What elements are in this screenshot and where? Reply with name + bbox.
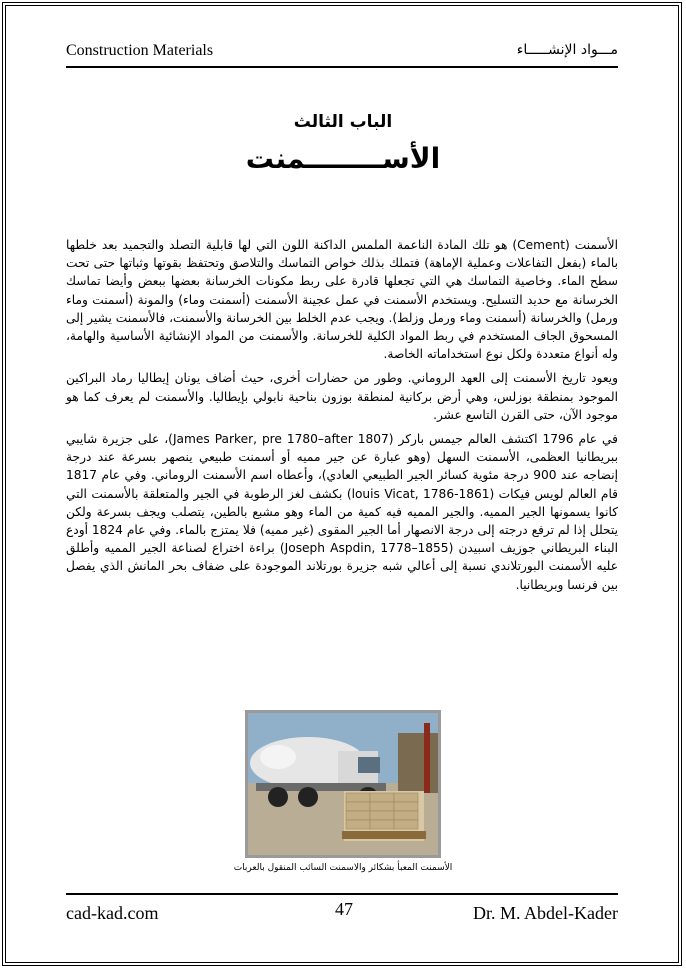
- header-rule: [66, 66, 618, 68]
- chapter-heading: الباب الثالث: [293, 112, 393, 132]
- paragraph: الأسمنت (Cement) هو تلك المادة الناعمة الملمس الداكنة اللون التي لها قابلية التصلد والتجميد بعد خلطها بالماء (بفعل التفاعلات وعملية الإماهة) فتملك بذلك خواص التماسك والتلاصق وتحتفظ بقوتها وثباتها حتى تحت سطح الماء. وخاصية التماسك هي التي تجعلها قادرة على ربط مكونات الخرسانة بعضها ببعض وأيضا تماسك الخرسانة مع حديد التسليح. ويستخدم الأسمنت في عمل عجينة الأسمنت (أسمنت وماء) والمونة (أسمنت وماء ورمل) والخرسانة (أسمنت وماء ورمل وزلط). ويجب عدم الخلط بين الخرسانة والأسمنت، فالأسمنت يشير إلى المسحوق الجاف المستخدم في ربط المواد الكلية للخرسانة. والأسمنت من المواد الإنشائية الأساسية والهامة، وله أنواع متعددة ولكل نوع استخداماته الخاصة.: [66, 238, 618, 362]
- image-caption: الأسمنت المعبأ بشكائر والاسمنت السائب المنقول بالعربات: [233, 863, 453, 873]
- footer-website: cad-kad.com: [66, 903, 159, 923]
- page-number: 47: [335, 899, 353, 919]
- page-title: الأســــــــمنت: [245, 142, 441, 175]
- page-header: [66, 42, 618, 64]
- paragraph: ويعود تاريخ الأسمنت إلى العهد الروماني. وطور من حضارات أخرى، حيث أضاف يونان إيطاليا رماد البراكين الموجود بمنطقة بوزلس، وهي أرض بركانية لمنطقة بوزون بناحية نابولي بإيطاليا. والأسمنت لم يعرف كما هو موجود الآن، حتى القرن التاسع عشر.: [66, 371, 618, 422]
- photo-illustration: [248, 713, 438, 855]
- header-title-arabic: مـــواد الإنشـــــاء: [516, 42, 618, 58]
- paragraph: في عام 1796 اكتشف العالم جيمس باركر (James Parker, pre 1780–after 1807)، على جزيرة شايبي ببريطانيا العظمى، الأسمنت السهل (وهو عبارة عن جير مميه أو أسمنت طبيعي ينصهر بسرعة عند درجة إنضاجه عند 900 درجة مئوية كسائر الجير الطبيعي العادي)، وأعطاه اسم الأسمنت الروماني. وفي عام 1817 قام العالم لويس فيكات (louis Vicat, 1786-1861) بكشف لغز الرطوبة في الجير والمتعلقة بالأسمنت التي كانوا يسمونها الجير المميه. والجير المميه فيه كمية من الماء وهو مشبع بالطين، يتصلب ويجف بسرعة ولكن يتحلل إذا لم ترفع درجته إلى درجة الانصهار أما الجير المقوى (غير مميه) فلا يمتزج بالماء. وفي عام 1824 أودع البناء البريطاني جوزيف اسبيدن (Joseph Aspdin, 1778–1855) براءة اختراع لصناعة الجير المميه وأطلق عليه الأسمنت البورتلاندي نسبة إلى أعالي شبه جزيرة بورتلاند الموجودة على ضفاف بحر المانش الذي يفصل بين فرنسا وبريطانيا.: [66, 432, 618, 592]
- cement-truck-photo: [245, 710, 441, 858]
- footer-rule: [66, 893, 618, 895]
- footer-author: Dr. M. Abdel-Kader: [473, 903, 618, 923]
- body-text: [66, 236, 618, 600]
- header-title-english: Construction Materials: [66, 42, 214, 59]
